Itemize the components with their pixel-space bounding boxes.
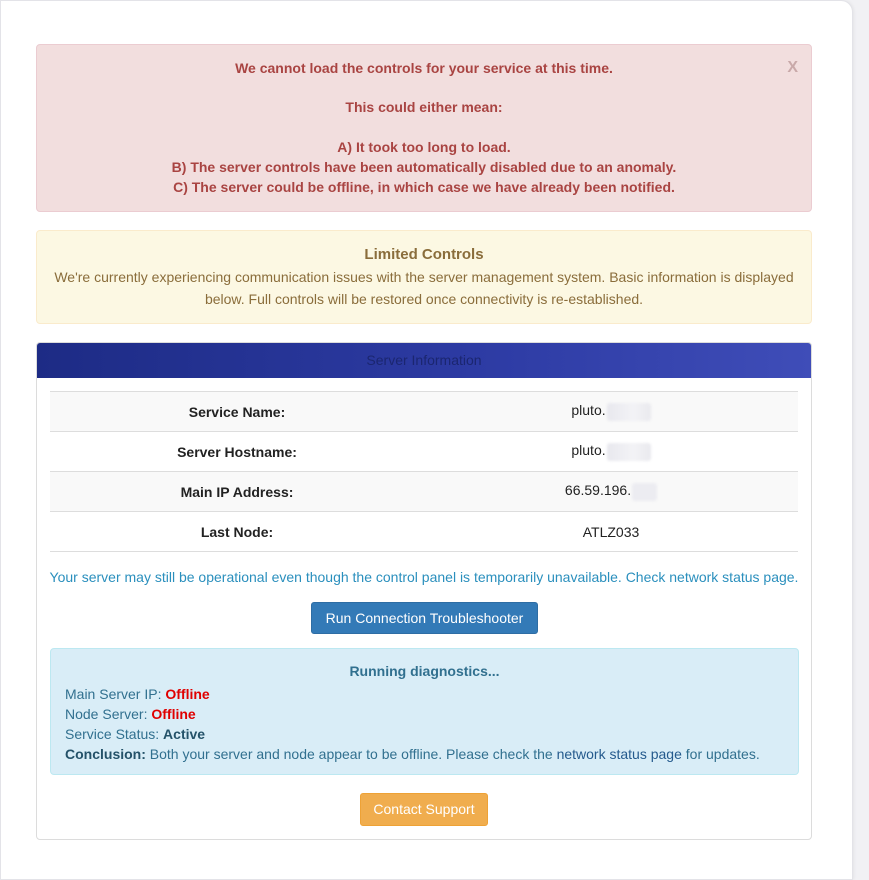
redacted-text — [607, 443, 651, 461]
network-status-link[interactable]: network status page — [556, 746, 682, 762]
node-status: Offline — [151, 706, 196, 722]
server-info-panel — [36, 342, 812, 840]
error-line-2: This could either mean: — [345, 99, 503, 115]
row-value — [424, 512, 798, 552]
row-value — [424, 392, 798, 432]
contact-support-button[interactable]: Contact Support — [360, 793, 488, 826]
limited-controls-title: Limited Controls — [364, 246, 484, 263]
close-alert-button[interactable]: X — [787, 59, 798, 76]
table-row — [50, 512, 798, 552]
diag-node — [65, 704, 784, 724]
server-info-table — [50, 391, 798, 552]
service-status: Active — [163, 726, 206, 742]
error-line-5: C) The server could be offline, in which case we have already been notified. — [173, 179, 675, 195]
table-row — [50, 392, 798, 432]
diag-label: Service Status: — [65, 726, 160, 742]
diagnostics-title: Running diagnostics... — [349, 663, 500, 679]
service-name-value: pluto. — [571, 402, 606, 419]
limited-controls-text: We're currently experiencing communication issues with the server management system. Basic information is displayed below. Full controls will be restored once connectivity is re-established. — [54, 269, 794, 307]
diag-label: Node Server: — [65, 706, 148, 722]
row-label: Service Name: — [50, 392, 424, 432]
error-alert — [36, 44, 812, 212]
limited-controls-alert — [36, 230, 812, 324]
last-node-value: ATLZ033 — [582, 523, 640, 540]
error-line-3: A) It took too long to load. — [337, 139, 511, 155]
row-value — [424, 432, 798, 472]
hostname-value: pluto. — [571, 442, 606, 459]
conclusion-end: for updates. — [685, 746, 760, 762]
row-value — [424, 472, 798, 512]
error-line-1: We cannot load the controls for your service at this time. — [235, 60, 613, 76]
diagnostics-box — [50, 648, 799, 775]
row-label: Last Node: — [50, 512, 424, 552]
ip-address-value: 66.59.196. — [564, 482, 632, 499]
conclusion-label: Conclusion: — [65, 746, 146, 762]
error-line-4: B) The server controls have been automatically disabled due to an anomaly. — [171, 159, 677, 175]
row-label: Server Hostname: — [50, 432, 424, 472]
table-row — [50, 432, 798, 472]
diag-label: Main Server IP: — [65, 686, 162, 702]
redacted-text — [607, 403, 651, 421]
table-row — [50, 472, 798, 512]
redacted-text — [632, 483, 657, 501]
main-ip-status: Offline — [165, 686, 210, 702]
row-label: Main IP Address: — [50, 472, 424, 512]
diag-service — [65, 724, 784, 744]
conclusion-text: Both your server and node appear to be offline. Please check the — [149, 746, 553, 762]
status-notice-link[interactable]: Your server may still be operational even though the control panel is temporarily unavailable. Check network status page. — [49, 569, 799, 585]
diag-conclusion — [65, 744, 784, 764]
diag-main-ip — [65, 684, 784, 704]
run-troubleshooter-button[interactable]: Run Connection Troubleshooter — [311, 602, 538, 634]
panel-heading: Server Information — [37, 343, 811, 378]
